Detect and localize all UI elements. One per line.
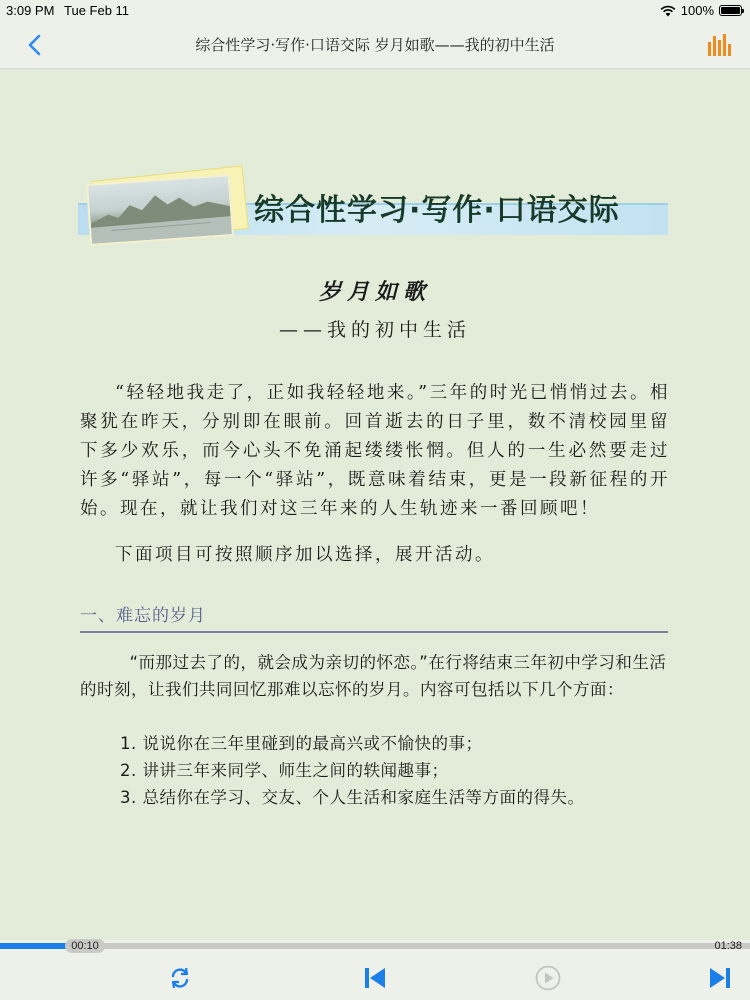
- status-date: Tue Feb 11: [64, 3, 130, 18]
- battery-icon: [719, 5, 742, 16]
- nav-title: 综合性学习·写作·口语交际 岁月如歌——我的初中生活: [195, 36, 555, 54]
- audio-player: [0, 940, 750, 1000]
- list-item: 3. 总结你在学习、交友、个人生活和家庭生活等方面的得失。: [120, 788, 585, 807]
- intro-paragraph: “轻轻地我走了，正如我轻轻地来。”三年的时光已悄悄过去。相聚犹在昨天，分别即在眼前。回首逝去的日子里，数不清校园里留下多少欢乐，而今心头不免涌起缕缕怅惘。但人的一生必然要走过许多“驿站”，每一个“驿站”，既意味着结束，更是一段新征程的开始。现在，就让我们对这三年来的人生轨迹来一番回顾吧！: [80, 383, 670, 519]
- intro-paragraph: 下面项目可按照顺序加以选择，展开活动。: [115, 545, 495, 565]
- total-time: 01:38: [714, 940, 742, 952]
- banner-title: 综合性学习·写作·口语交际: [254, 193, 620, 228]
- play-icon[interactable]: [534, 964, 562, 992]
- equalizer-icon[interactable]: [706, 32, 732, 58]
- status-bar: [0, 0, 750, 22]
- progress-handle[interactable]: 00:10: [65, 939, 105, 953]
- landscape-photo-icon: [86, 174, 234, 246]
- wifi-icon: [660, 5, 676, 17]
- list-item: 2. 讲讲三年来同学、师生之间的轶闻趣事；: [120, 761, 449, 780]
- previous-icon[interactable]: [361, 964, 389, 992]
- section-paragraph: “而那过去了的，就会成为亲切的怀恋。”在行将结束三年初中学习和生活的时刻，让我们共同回忆那难以忘怀的岁月。内容可包括以下几个方面：: [80, 653, 667, 699]
- repeat-icon[interactable]: [166, 964, 194, 992]
- back-chevron-icon[interactable]: [22, 32, 48, 58]
- activity-list: [120, 730, 585, 811]
- article-title: 岁月如歌: [318, 279, 431, 305]
- next-icon[interactable]: [706, 964, 734, 992]
- textbook-page: [0, 69, 750, 940]
- navigation-bar: [0, 22, 750, 69]
- list-item: 1. 说说你在三年里碰到的最高兴或不愉快的事；: [120, 734, 483, 753]
- chapter-banner: [78, 173, 668, 237]
- progress-bar[interactable]: [0, 940, 750, 952]
- section-heading: 一、难忘的岁月: [80, 601, 668, 633]
- battery-percent: 100%: [680, 3, 714, 18]
- status-time: 3:09 PM: [6, 3, 55, 18]
- article-subtitle: ——我的初中生活: [278, 319, 471, 341]
